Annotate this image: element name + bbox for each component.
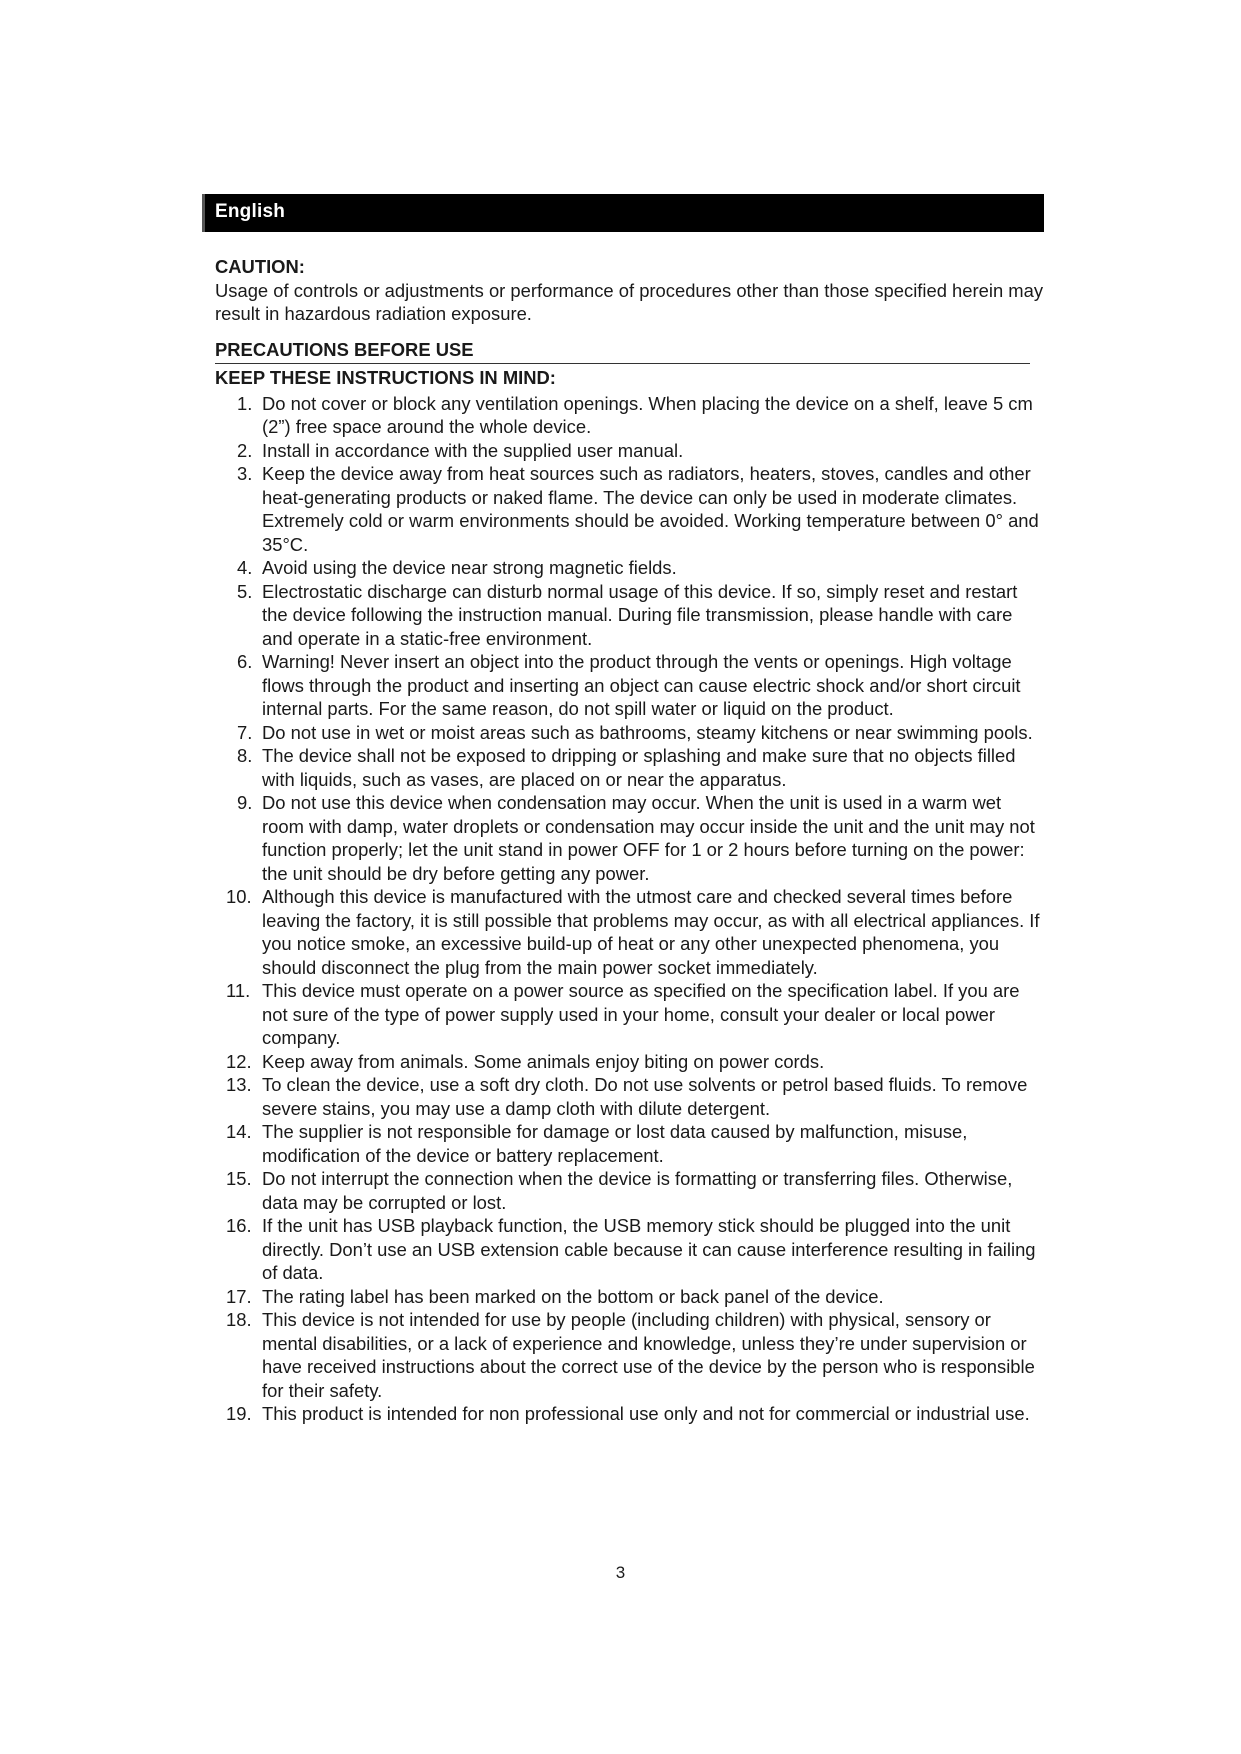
list-item — [215, 1167, 1045, 1214]
item-text: Avoid using the device near strong magnetic fields. — [262, 557, 677, 578]
item-text: Warning! Never insert an object into the product through the vents or openings. High voltage flows through the product and inserting an object can cause electric shock and/or short circuit internal parts. For the same reason, do not spill water or liquid on the product. — [262, 651, 1021, 719]
item-number: 8. — [237, 745, 253, 766]
list-item — [215, 721, 1045, 745]
item-text: This product is intended for non professional use only and not for commercial or industrial use. — [262, 1403, 1030, 1424]
list-item — [215, 1308, 1045, 1402]
list-item — [215, 1285, 1045, 1309]
item-number: 9. — [237, 792, 253, 813]
document-body — [215, 255, 1045, 1426]
list-item — [215, 1073, 1045, 1120]
item-number: 15. — [226, 1168, 252, 1189]
caution-text: Usage of controls or adjustments or performance of procedures other than those specified herein may result in hazardous radiation exposure. — [215, 279, 1044, 324]
list-item — [215, 744, 1045, 791]
item-text: The device shall not be exposed to dripping or splashing and make sure that no objects filled with liquids, such as vases, are placed on or near the apparatus. — [262, 745, 1016, 790]
list-item — [215, 885, 1045, 979]
item-number: 10. — [226, 886, 252, 907]
item-text: The supplier is not responsible for damage or lost data caused by malfunction, misuse, modification of the device or battery replacement. — [262, 1121, 968, 1166]
item-text: Electrostatic discharge can disturb normal usage of this device. If so, simply reset and restart the device following the instruction manual. During file transmission, please handle with care and operate in a static-free environment. — [262, 580, 1018, 649]
item-text: Keep away from animals. Some animals enjoy biting on power cords. — [262, 1050, 825, 1072]
page-number: 3 — [615, 1563, 626, 1582]
list-item — [215, 439, 1045, 463]
item-number: 16. — [226, 1215, 252, 1236]
precautions-list — [215, 392, 1045, 1426]
item-text: Keep the device away from heat sources such as radiators, heaters, stoves, candles and other heat-generating products or naked flame. The device can only be used in moderate climates. Extremely cold or warm environments should be avoided. Working temperature between 0° and 35°C. — [262, 463, 1039, 555]
item-number: 3. — [237, 463, 253, 484]
item-number: 13. — [226, 1074, 252, 1095]
item-text: To clean the device, use a soft dry cloth. Do not use solvents or petrol based fluids. To remove severe stains, you may use a damp cloth with dilute detergent. — [262, 1074, 1028, 1119]
item-number: 17. — [226, 1285, 252, 1307]
list-item — [215, 392, 1045, 439]
item-text: The rating label has been marked on the bottom or back panel of the device. — [262, 1285, 884, 1307]
language-label: English — [215, 201, 286, 222]
item-number: 11. — [226, 980, 251, 1001]
list-item — [215, 1050, 1045, 1074]
caution-title: CAUTION: — [215, 256, 305, 277]
precautions-title: PRECAUTIONS BEFORE USE — [215, 338, 1030, 365]
item-number: 7. — [237, 721, 253, 743]
item-text: Do not cover or block any ventilation openings. When placing the device on a shelf, leave 5 cm (2”) free space around the whole device. — [262, 392, 1033, 437]
list-item — [215, 791, 1045, 885]
item-number: 14. — [226, 1121, 252, 1142]
list-item — [215, 979, 1045, 1050]
item-number: 4. — [237, 557, 253, 578]
item-number: 2. — [237, 439, 253, 461]
list-item — [215, 650, 1045, 721]
item-number: 19. — [226, 1403, 252, 1424]
item-text: Do not use this device when condensation may occur. When the unit is used in a warm wet room with damp, water droplets or condensation may occur inside the unit and the unit may not function properly; let the unit stand in power OFF for 1 or 2 hours before turning on the power: the unit should be dry before getting any power. — [262, 792, 1035, 884]
item-text: Although this device is manufactured with the utmost care and checked several times before leaving the factory, it is still possible that problems may occur, as with all electrical appliances. If you notice smoke, an excessive build-up of heat or any other unexpected phenomena, you should disconnect the plug from the main power socket immediately. — [262, 886, 1040, 978]
item-text: If the unit has USB playback function, the USB memory stick should be plugged into the unit directly. Don’t use an USB extension cable because it can cause interference resulting in failing of data. — [262, 1215, 1036, 1283]
item-text: Do not use in wet or moist areas such as bathrooms, steamy kitchens or near swimming pools. — [262, 721, 1033, 743]
item-text: This device is not intended for use by people (including children) with physical, sensory or mental disabilities, or a lack of experience and knowledge, unless they’re under supervision or have received instructions about the correct use of the device by the person who is responsible for their safety. — [262, 1309, 1035, 1401]
item-number: 5. — [237, 580, 253, 602]
list-item — [215, 580, 1045, 651]
item-number: 6. — [237, 651, 253, 672]
item-number: 18. — [226, 1309, 252, 1330]
item-number: 1. — [237, 392, 253, 414]
item-number: 12. — [226, 1050, 252, 1072]
language-header-bar — [202, 194, 1044, 232]
list-item — [215, 556, 1045, 580]
item-text: Install in accordance with the supplied user manual. — [262, 439, 684, 461]
list-item — [215, 1402, 1045, 1426]
item-text: This device must operate on a power source as specified on the specification label. If you are not sure of the type of power supply used in your home, consult your dealer or local power company. — [262, 980, 1020, 1048]
item-text: Do not interrupt the connection when the device is formatting or transferring files. Otherwise, data may be corrupted or lost. — [262, 1168, 1013, 1213]
instructions-subtitle: KEEP THESE INSTRUCTIONS IN MIND: — [215, 367, 556, 388]
list-item — [215, 462, 1045, 556]
list-item — [215, 1120, 1045, 1167]
list-item — [215, 1214, 1045, 1285]
